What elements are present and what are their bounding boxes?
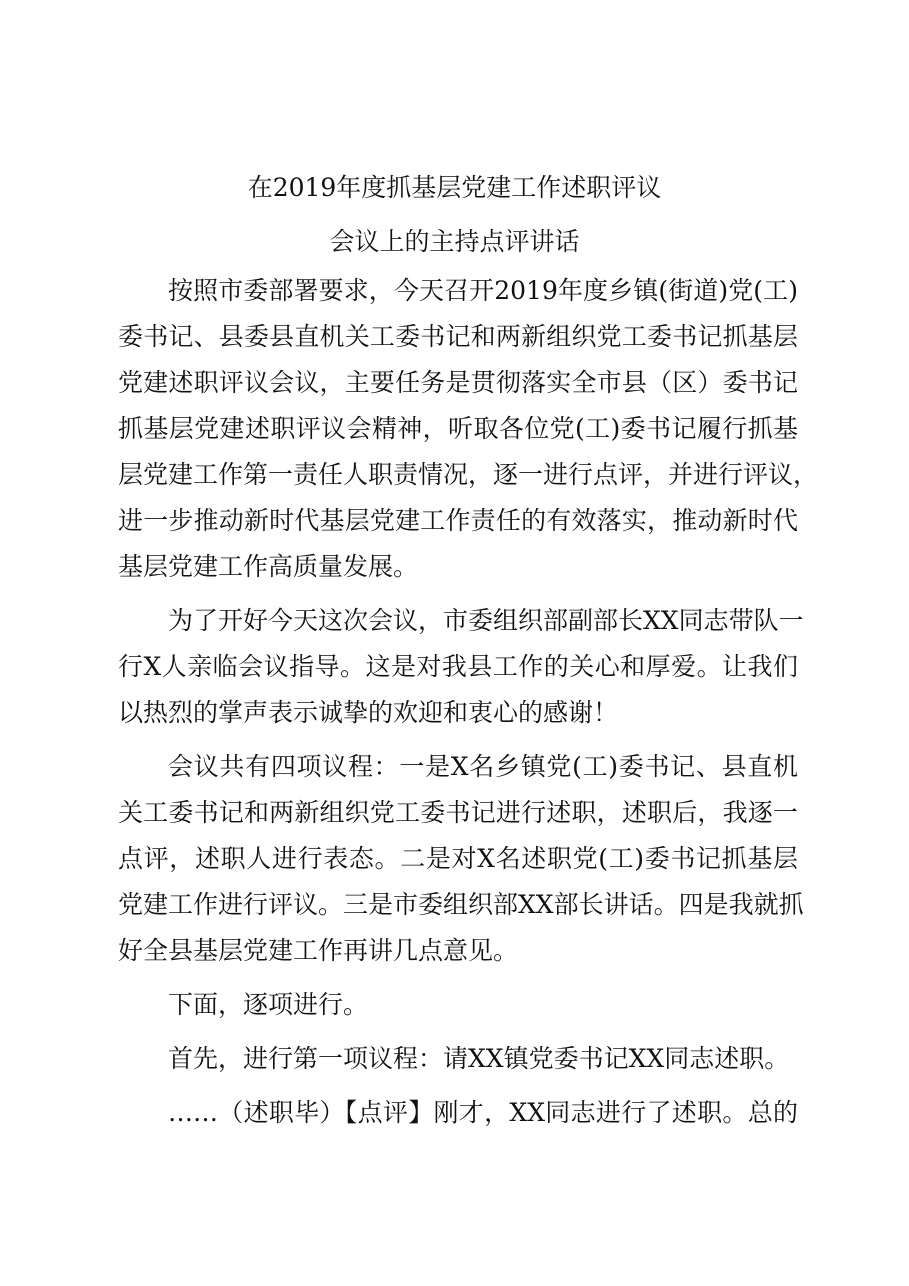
paragraph-3 <box>118 744 804 974</box>
paragraph-line: 行X人亲临会议指导。这是对我县工作的关心和厚爱。让我们 <box>118 652 798 681</box>
paragraph-line: 为了开好今天这次会议，市委组织部副部长XX同志带队一 <box>168 606 804 635</box>
paragraph-line: 以热烈的掌声表示诚挚的欢迎和衷心的感谢！ <box>118 698 619 727</box>
document-title-line-2: 会议上的主持点评讲话 <box>329 227 580 256</box>
paragraph-line: 好全县基层党建工作再讲几点意见。 <box>118 936 519 965</box>
paragraph-4 <box>118 982 798 1028</box>
paragraph-line: 会议共有四项议程：一是X名乡镇党(工)委书记、县直机 <box>168 752 798 781</box>
paragraph-line: 党建述职评议会议，主要任务是贯彻落实全市县（区）委书记 <box>118 368 798 397</box>
paragraph-line: 党建工作进行评议。三是市委组织部XX部长讲话。四是我就抓 <box>118 890 804 919</box>
document-body <box>118 268 819 1136</box>
paragraph-line: 首先，进行第一项议程：请XX镇党委书记XX同志述职。 <box>168 1044 790 1073</box>
paragraph-line: 点评，述职人进行表态。二是对X名述职党(工)委书记抓基层 <box>118 844 798 873</box>
paragraph-line: 层党建工作第一责任人职责情况，逐一进行点评，并进行评议， <box>118 460 819 489</box>
paragraph-line: 进一步推动新时代基层党建工作责任的有效落实，推动新时代 <box>118 506 798 535</box>
paragraph-line: 委书记、县委县直机关工委书记和两新组织党工委书记抓基层 <box>118 322 798 351</box>
paragraph-2 <box>118 598 804 736</box>
paragraph-6 <box>118 1090 798 1136</box>
paragraph-1 <box>118 268 819 590</box>
paragraph-5 <box>118 1036 798 1082</box>
paragraph-line: 关工委书记和两新组织党工委书记进行述职，述职后，我逐一 <box>118 798 798 827</box>
paragraph-line: 下面，逐项进行。 <box>168 990 369 1019</box>
paragraph-line: 按照市委部署要求，今天召开2019年度乡镇(街道)党(工) <box>168 276 798 305</box>
paragraph-line: 抓基层党建述职评议会精神，听取各位党(工)委书记履行抓基 <box>118 414 798 443</box>
document-title-line-1: 在2019年度抓基层党建工作述职评议 <box>247 173 662 202</box>
paragraph-line: 基层党建工作高质量发展。 <box>118 552 419 581</box>
paragraph-line: ……（述职毕）【点评】刚才，XX同志进行了述职。总的 <box>168 1098 798 1127</box>
